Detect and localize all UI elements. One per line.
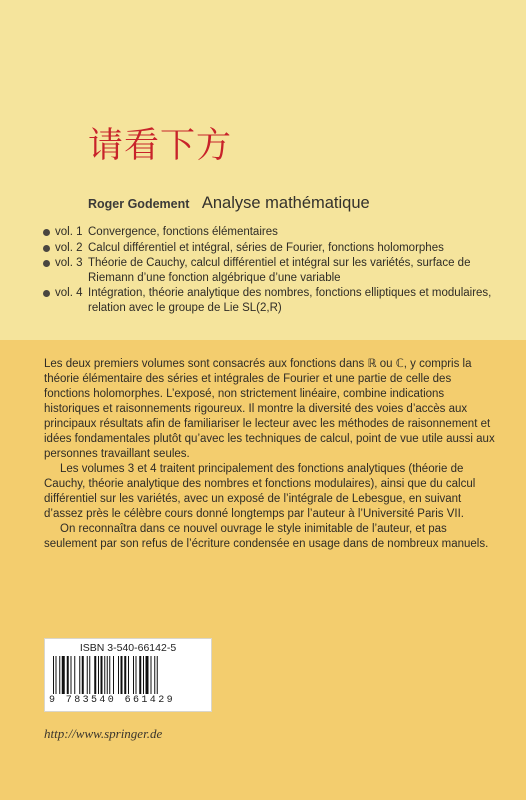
- barcode-bar: [133, 656, 134, 694]
- barcode-bar: [89, 656, 90, 694]
- barcode-bar: [151, 656, 152, 694]
- barcode-bar: [101, 656, 103, 694]
- barcode-image: [51, 656, 205, 694]
- barcode-bar: [139, 656, 141, 694]
- barcode-bar: [128, 656, 129, 694]
- volume-text: Convergence, fonctions élémentaires: [88, 226, 278, 238]
- isbn-text: ISBN 3-540-66142-5: [79, 642, 177, 654]
- bullet-icon: [43, 245, 50, 252]
- isbn-box: [44, 638, 212, 712]
- description: [44, 357, 500, 552]
- volume-text: Calcul différentiel et intégral, séries de Fourier, fonctions holomorphes: [88, 241, 444, 254]
- barcode-bar: [67, 656, 69, 694]
- barcode-bar: [113, 656, 114, 694]
- bullet-icon: [43, 260, 50, 267]
- barcode-bar: [71, 656, 72, 694]
- book-title: Analyse mathématique: [201, 194, 370, 212]
- barcode-bar: [124, 656, 126, 694]
- barcode-bar: [59, 656, 60, 694]
- volume-text: Théorie de Cauchy, calcul différentiel et intégral sur les variétés, surface de Riemann d’une fonction algébrique d’une variable: [88, 257, 471, 284]
- volume-item: [40, 241, 510, 256]
- headline: 请看下方: [88, 126, 233, 166]
- barcode-bar: [53, 656, 54, 694]
- barcode-bar: [154, 656, 155, 694]
- volume-label: vol. 1: [55, 226, 83, 238]
- volume-item: [40, 225, 510, 240]
- barcode-bar: [82, 656, 84, 694]
- volume-text: Intégration, théorie analytique des nombres, fonctions elliptiques et modulaires, relation avec le groupe de Lie SL(2,R): [88, 287, 492, 314]
- volume-label: vol. 3: [55, 257, 83, 270]
- barcode-bar: [79, 656, 80, 694]
- barcode-bar: [94, 656, 96, 694]
- barcode-bar: [98, 656, 99, 694]
- bullet-icon: [43, 229, 50, 236]
- volume-item: [40, 256, 510, 285]
- barcode-bar: [107, 656, 108, 694]
- barcode-bar: [109, 656, 110, 694]
- barcode-bar: [157, 656, 158, 694]
- barcode-bar: [121, 656, 123, 694]
- volume-list: [40, 225, 510, 317]
- volume-item: [40, 286, 510, 315]
- barcode-bar: [56, 656, 57, 694]
- volume-label: vol. 4: [55, 287, 83, 300]
- description-paragraph: Les volumes 3 et 4 traitent principalement des fonctions analytiques (théorie de Cauchy, théorie analytique des nombres et fonctions modulaires), ainsi que du calcul différentiel sur les variétés, avec un exposé de l’intégrale de Lebesgue, en suivant d’assez près le célèbre cours donné longtemps par l’auteur à l’Université Paris VII.: [44, 463, 476, 520]
- description-paragraph: On reconnaîtra dans ce nouvel ouvrage le style inimitable de l’auteur, et pas seulement par son refus de l’écriture condensée en usage dans de nombreux manuels.: [44, 523, 489, 550]
- barcode-bar: [62, 656, 65, 694]
- barcode-bar: [143, 656, 144, 694]
- barcode-bar: [104, 656, 105, 694]
- byline: [88, 194, 370, 213]
- barcode-bar: [118, 656, 119, 694]
- barcode-digits: 9 783540 661429: [49, 695, 207, 706]
- publisher-website: http://www.springer.de: [44, 726, 163, 741]
- bullet-icon: [43, 290, 50, 297]
- barcode-bar: [74, 656, 75, 694]
- barcode-bar: [87, 656, 88, 694]
- author-name: Roger Godement: [88, 197, 190, 211]
- barcode-bar: [136, 656, 137, 694]
- barcode-bar: [146, 656, 149, 694]
- volume-label: vol. 2: [55, 241, 83, 254]
- description-paragraph: Les deux premiers volumes sont consacrés aux fonctions dans ℝ ou ℂ, y compris la théorie élémentaire des séries et intégrales de Fourier et une partie de celle des fonctions holomorphes. L’exposé, non strictement linéaire, combine indications historiques et raisonnements rigoureux. Il montre la diversité des voies d’accès aux principaux résultats afin de familiariser le lecteur avec les méthodes de raisonnement et idées fondamentales plutôt qu’avec les techniques de calcul, point de vue utile aussi aux personnes travaillant seules.: [44, 358, 495, 460]
